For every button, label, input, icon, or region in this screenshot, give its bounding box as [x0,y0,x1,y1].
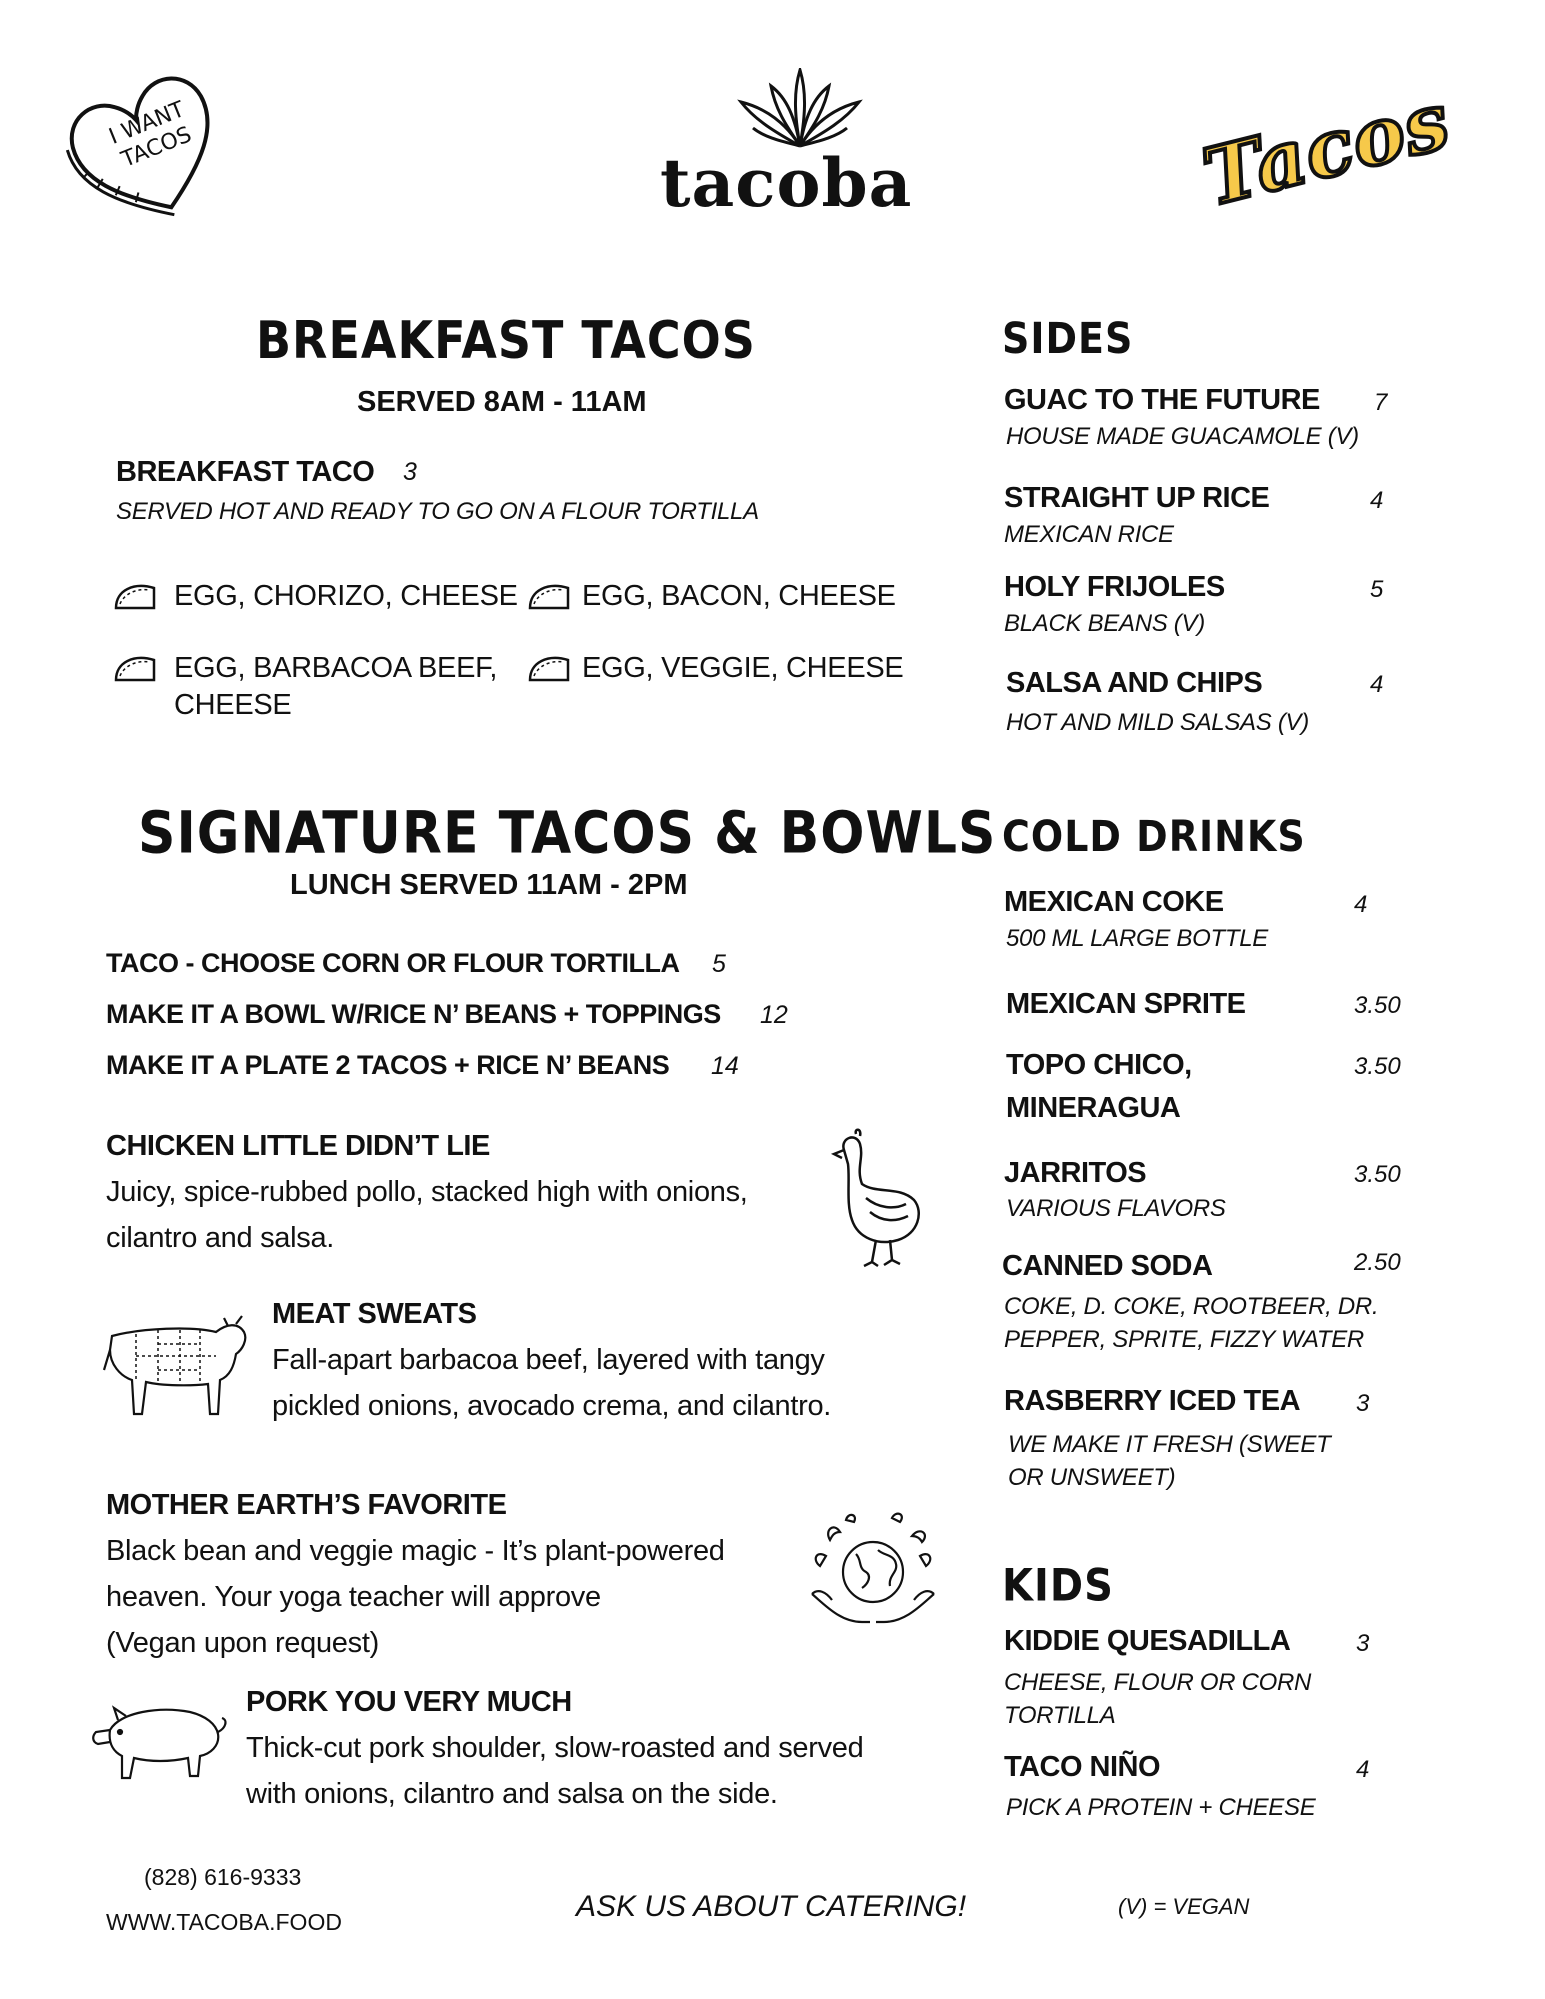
side-name: SALSA AND CHIPS [1006,667,1263,699]
drink-price: 4 [1354,891,1368,918]
drink-price: 3 [1356,1390,1370,1417]
kids-item-name: TACO NIÑO [1004,1751,1161,1783]
drink-price: 3.50 [1354,1053,1401,1080]
signature-item-name: MOTHER EARTH’S FAVORITE [106,1489,507,1521]
side-name: GUAC TO THE FUTURE [1004,384,1320,416]
drink-desc: 500 ML LARGE BOTTLE [1006,925,1268,952]
drink-name: MEXICAN COKE [1004,886,1224,918]
option-price: 12 [760,1001,788,1029]
signature-item-desc: Black bean and veggie magic - It’s plant-powered [106,1535,725,1567]
kids-item-price: 4 [1356,1756,1370,1783]
signature-subtitle: LUNCH SERVED 11AM - 2PM [290,869,688,901]
side-desc: MEXICAN RICE [1004,521,1174,548]
signature-item-desc: with onions, cilantro and salsa on the side. [246,1778,778,1810]
logo [660,68,940,228]
footer-catering: ASK US ABOUT CATERING! [576,1890,967,1923]
filling-text: EGG, BACON, CHEESE [582,580,896,612]
drink-name: CANNED SODA [1002,1250,1213,1282]
signature-item-desc: Fall-apart barbacoa beef, layered with tangy [272,1344,825,1376]
earth-hands-icon [804,1510,942,1640]
heart-badge [62,62,232,232]
chicken-icon [826,1128,926,1268]
side-price: 7 [1374,389,1388,416]
drink-desc: COKE, D. COKE, ROOTBEER, DR. [1004,1293,1379,1320]
kids-item-desc: TORTILLA [1004,1702,1116,1729]
breakfast-item-price: 3 [403,458,417,486]
signature-item-desc: cilantro and salsa. [106,1222,335,1254]
signature-item-desc: Thick-cut pork shoulder, slow-roasted and served [246,1732,864,1764]
side-price: 4 [1370,487,1384,514]
side-name: HOLY FRIJOLES [1004,571,1225,603]
option-price: 14 [711,1052,739,1080]
logo-wordmark: tacoba [660,144,913,222]
filling-text: CHEESE [174,689,292,721]
signature-item-desc: (Vegan upon request) [106,1627,379,1659]
signature-item-desc: pickled onions, avocado crema, and cilantro. [272,1390,832,1422]
breakfast-item-desc: SERVED HOT AND READY TO GO ON A FLOUR TORTILLA [116,498,759,525]
signature-item-name: CHICKEN LITTLE DIDN’T LIE [106,1130,490,1162]
filling-text: EGG, CHORIZO, CHEESE [174,580,518,612]
tacos-badge-text: Tacos [1194,75,1459,224]
taco-icon [112,580,158,612]
option-name: MAKE IT A BOWL W/RICE N’ BEANS + TOPPINGS [106,999,721,1029]
drink-name: RASBERRY ICED TEA [1004,1385,1301,1417]
taco-icon [112,652,158,684]
taco-icon [526,580,572,612]
heart-text: I WANT TACOS [105,97,196,173]
filling-text: EGG, BARBACOA BEEF, [174,652,498,684]
breakfast-item-name: BREAKFAST TACO [116,456,375,488]
signature-item-name: MEAT SWEATS [272,1298,477,1330]
kids-item-desc: CHEESE, FLOUR OR CORN [1004,1669,1312,1696]
drink-desc: PEPPER, SPRITE, FIZZY WATER [1004,1326,1364,1353]
drink-desc: OR UNSWEET) [1008,1464,1176,1491]
drink-name: MEXICAN SPRITE [1006,988,1246,1020]
filling-text: EGG, VEGGIE, CHEESE [582,652,904,684]
footer-vegan-note: (V) = VEGAN [1118,1894,1250,1919]
kids-item-name: KIDDIE QUESADILLA [1004,1625,1291,1657]
drink-name: JARRITOS [1004,1157,1147,1189]
footer-phone[interactable]: (828) 616-9333 [144,1864,302,1890]
agave-leaf-icon [735,68,865,150]
taco-icon [526,652,572,684]
sides-title: SIDES [1002,314,1134,364]
side-desc: HOT AND MILD SALSAS (V) [1006,709,1309,736]
footer-website[interactable]: WWW.TACOBA.FOOD [106,1909,342,1935]
side-desc: HOUSE MADE GUACAMOLE (V) [1006,423,1359,450]
option-name: TACO - CHOOSE CORN OR FLOUR TORTILLA [106,948,680,978]
drink-price: 3.50 [1354,1161,1401,1188]
drink-name: TOPO CHICO, [1006,1049,1192,1081]
pig-icon [90,1694,230,1784]
kids-item-price: 3 [1356,1630,1370,1657]
side-price: 4 [1370,671,1384,698]
side-desc: BLACK BEANS (V) [1004,610,1205,637]
kids-title: KIDS [1002,1560,1114,1612]
kids-item-desc: PICK A PROTEIN + CHEESE [1006,1794,1316,1821]
breakfast-title: BREAKFAST TACOS [256,310,756,371]
signature-item-desc: Juicy, spice-rubbed pollo, stacked high with onions, [106,1176,748,1208]
drinks-title: COLD DRINKS [1002,812,1306,862]
signature-item-desc: heaven. Your yoga teacher will approve [106,1581,601,1613]
signature-title: SIGNATURE TACOS & BOWLS [138,800,997,868]
cow-icon [102,1310,252,1420]
drink-price: 3.50 [1354,992,1401,1019]
tacos-badge [1194,75,1496,232]
drink-desc: WE MAKE IT FRESH (SWEET [1008,1431,1331,1458]
option-name: MAKE IT A PLATE 2 TACOS + RICE N’ BEANS [106,1050,670,1080]
side-price: 5 [1370,576,1384,603]
signature-item-name: PORK YOU VERY MUCH [246,1686,572,1718]
drink-name: MINERAGUA [1006,1092,1181,1124]
breakfast-subtitle: SERVED 8AM - 11AM [357,386,647,418]
option-price: 5 [712,950,726,978]
drink-price: 2.50 [1354,1249,1401,1276]
drink-desc: VARIOUS FLAVORS [1006,1195,1226,1222]
side-name: STRAIGHT UP RICE [1004,482,1270,514]
